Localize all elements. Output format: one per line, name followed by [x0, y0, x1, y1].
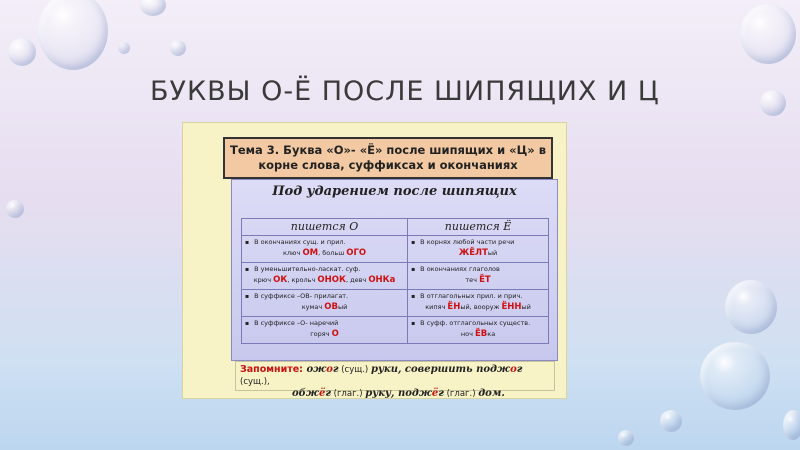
example-part: , крольч: [287, 276, 318, 284]
remember-label: Запомните:: [240, 364, 303, 375]
bubble-decoration: [760, 90, 786, 116]
rule-cell-o: [242, 263, 408, 290]
column-header-o: пишется О: [242, 219, 408, 236]
example-part: ый: [521, 303, 531, 311]
remember-part: руки, совершить подж: [370, 364, 511, 375]
remember-part: дом.: [478, 388, 505, 399]
rule-cell-e: [408, 317, 549, 344]
bubble-decoration: [6, 200, 24, 218]
remember-part: г: [516, 364, 523, 375]
bubble-decoration: [618, 430, 634, 446]
remember-part: обж: [292, 388, 319, 399]
remember-part: (глаг.): [330, 389, 366, 399]
table-row: [242, 290, 549, 317]
example-part: кипяч: [425, 303, 448, 311]
remember-part: г: [325, 388, 331, 399]
rule-text: ▪ В суфф. отглагольных существ.: [411, 319, 545, 327]
example-part: кумач: [301, 303, 325, 311]
rule-text: ▪ В суффиксе –ОВ- прилагат.: [245, 292, 404, 300]
example-part: ключ: [282, 249, 303, 257]
remember-part: ож: [306, 364, 327, 375]
rule-example: [411, 302, 545, 312]
rule-text: ▪ В уменьшительно-ласкат. суф.: [245, 265, 404, 273]
example-part: крюч: [253, 276, 274, 284]
example-part: ноч: [460, 330, 475, 338]
example-part: ОГО: [346, 248, 367, 258]
remember-part: г: [438, 388, 444, 399]
rule-example: [245, 275, 404, 285]
rules-table: [241, 218, 549, 344]
example-part: ЁТ: [479, 275, 491, 285]
bubble-decoration: [38, 0, 108, 70]
rule-cell-e: [408, 290, 549, 317]
rule-figure: [182, 122, 567, 399]
remember-part: о: [326, 364, 333, 375]
rule-text: ▪ В окончаниях глаголов: [411, 265, 545, 273]
bubble-decoration: [170, 40, 186, 56]
rule-cell-o: [242, 290, 408, 317]
table-row: [242, 236, 549, 263]
table-row: [242, 263, 549, 290]
example-part: ый: [487, 249, 498, 257]
example-part: ОНКа: [368, 275, 396, 285]
rule-example: [411, 275, 545, 285]
example-part: , больш: [318, 249, 347, 257]
rule-example: [245, 329, 404, 339]
rule-cell-e: [408, 236, 549, 263]
remember-part: руку, подж: [365, 388, 432, 399]
bubble-decoration: [140, 0, 166, 16]
example-part: теч: [465, 276, 480, 284]
remember-part: (сущ.),: [240, 377, 270, 387]
remember-box: [235, 361, 555, 399]
remember-part: (глаг.): [443, 389, 479, 399]
bubble-decoration: [783, 410, 800, 440]
column-header-e: пишется Ё: [408, 219, 549, 236]
rule-example: [245, 302, 404, 312]
rule-text: ▪ В суффиксе –О- наречий: [245, 319, 404, 327]
example-part: ОНОК: [317, 275, 346, 285]
bubble-decoration: [725, 280, 777, 334]
example-part: горяч: [310, 330, 332, 338]
bubble-decoration: [660, 410, 682, 432]
slide-title: БУКВЫ О-Ё ПОСЛЕ ШИПЯЩИХ И Ц: [150, 76, 660, 107]
remember-part: ё: [318, 388, 326, 399]
example-part: ЁНН: [501, 302, 522, 312]
example-part: ОК: [273, 275, 288, 285]
rule-cell-o: [242, 236, 408, 263]
example-part: ый, вооруж: [460, 303, 502, 311]
remember-part: ё: [431, 388, 439, 399]
bubble-decoration: [8, 38, 36, 66]
remember-line-1: [240, 364, 554, 388]
rule-example: [411, 329, 545, 339]
remember-part: г: [332, 364, 339, 375]
remember-part: (сущ.): [338, 365, 371, 375]
rule-example: [245, 248, 404, 258]
rule-cell-e: [408, 263, 549, 290]
example-part: О: [331, 329, 339, 339]
remember-part: о: [510, 364, 517, 375]
example-part: , девч: [345, 276, 369, 284]
example-part: ый: [338, 303, 348, 311]
example-part: ка: [487, 330, 496, 338]
table-row: [242, 317, 549, 344]
rule-example: [411, 248, 545, 258]
bubble-decoration: [700, 342, 770, 410]
example-part: ОМ: [302, 248, 319, 258]
example-part: ОВ: [324, 302, 339, 312]
topic-box: [223, 137, 553, 179]
example-part: ЁВ: [475, 329, 488, 339]
topic-line-1: Тема 3. Буква «О»- «Ё» после шипящих и «Ц» в: [230, 143, 546, 157]
rule-panel: [231, 179, 558, 361]
rule-heading: Под ударением после шипящих: [272, 184, 517, 199]
bubble-decoration: [740, 4, 796, 64]
topic-line-2: корне слова, суффиксах и окончаниях: [258, 158, 518, 172]
remember-line-2: [240, 388, 554, 400]
rule-cell-o: [242, 317, 408, 344]
example-part: ЁН: [447, 302, 461, 312]
rule-text: ▪ В корнях любой части речи: [411, 238, 545, 246]
rule-text: ▪ В отглагольных прил. и прич.: [411, 292, 545, 300]
example-part: ЖЁЛТ: [458, 248, 488, 258]
bubble-decoration: [118, 42, 130, 54]
rule-text: ▪ В окончаниях сущ. и прил.: [245, 238, 404, 246]
